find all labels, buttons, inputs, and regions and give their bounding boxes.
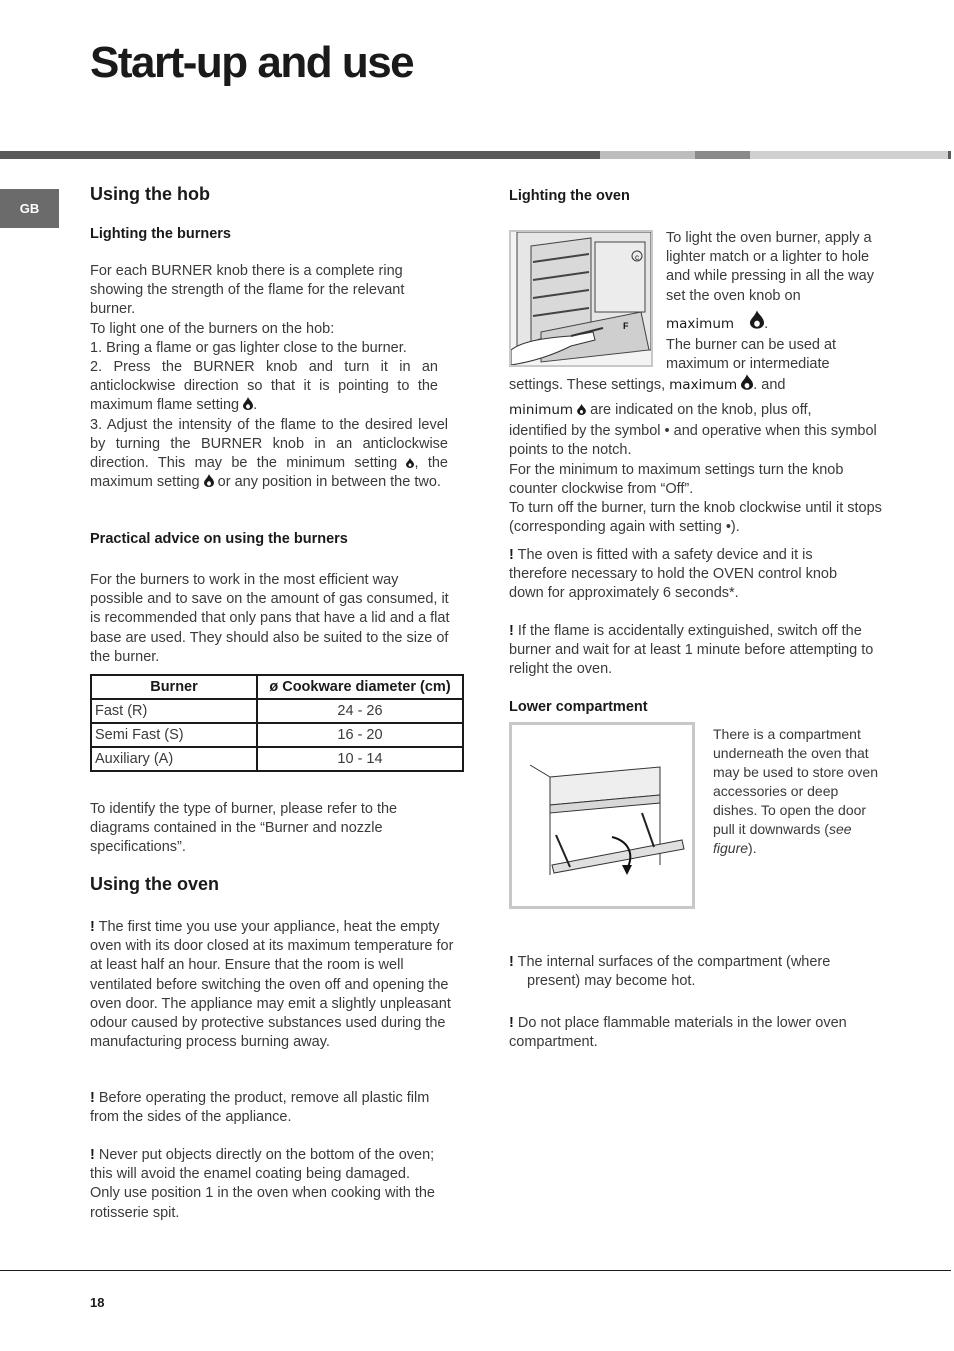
maximum-line: maximum .: [666, 310, 886, 334]
hob-step-3-a: 3. Adjust the intensity of the flame to the desired level by turning the BURNER knob in an anticlockwise direction. This may be the minimum setting: [90, 416, 448, 472]
warning-mark: !: [509, 954, 514, 970]
oven-heading: Using the oven: [90, 874, 220, 894]
lower-compartment-heading: Lower compartment: [509, 699, 648, 715]
max-flame-icon: [750, 310, 764, 329]
warning-mark: !: [509, 547, 514, 563]
oven-interior-illustration: [511, 232, 651, 365]
table-row: [91, 699, 463, 723]
max-flame-icon: [204, 474, 214, 487]
min-max-text: For the minimum to maximum settings turn the knob counter clockwise from “Off”.: [509, 462, 844, 498]
table-row: [91, 747, 463, 771]
lighting-burners-heading: Lighting the burners: [90, 226, 231, 242]
oven-warning-3-text: Never put objects directly on the bottom of the oven; this will avoid the enamel coating being damaged. Only use position 1 in the oven when cooking with the rotisserie spit.: [90, 1147, 435, 1221]
oven-lighting-figure: [509, 230, 653, 367]
hob-step-1: 1. Bring a flame or gas lighter close to the burner.: [90, 339, 407, 356]
identify-text: To identify the type of burner, please refer to the diagrams contained in the “Burner and nozzle specifications”.: [90, 801, 398, 856]
warning-mark: !: [90, 1147, 95, 1163]
lighting-oven-instructions: To light the oven burner, apply a lighter match or a lighter to hole and while pressing in all the way set the oven knob on: [666, 230, 874, 304]
oven-warning-3: [90, 1146, 442, 1223]
hob-step-3-c: or any position in between the two.: [217, 474, 441, 491]
figure-label-f: F: [623, 321, 629, 331]
advice-text: For the burners to work in the most efficient way possible and to save on the amount of gas consumed, it is recommended that only pans that have a lid and a flat base are used. They should also be suited to the size of the burner.: [90, 572, 450, 665]
page-number: 18: [90, 1295, 105, 1310]
safety-warning: [509, 546, 873, 604]
maximum-keyword: maximum: [666, 315, 735, 332]
max-flame-icon: [243, 397, 253, 410]
settings-text-b: . and: [753, 377, 786, 393]
hot-warning-text: The internal surfaces of the compartment (where present) may become hot.: [517, 954, 831, 990]
flame-warning: [509, 622, 881, 680]
minimum-keyword: minimum: [509, 402, 574, 418]
table-header-burner: Burner: [91, 675, 257, 699]
hob-step-3-b: , the maximum setting: [90, 455, 448, 491]
oven-warning-2: [90, 1089, 450, 1127]
flame-warning-text: If the flame is accidentally extinguished, switch off the burner and wait for at least 1 minute before attempting to relight the oven.: [509, 623, 874, 678]
settings-text-a: settings. These settings,: [509, 377, 666, 393]
settings-line-3: identified by the symbol • and operative when this symbol points to the notch.: [509, 423, 877, 459]
settings-text-c: are indicated on the knob, plus off,: [590, 402, 812, 418]
settings-line-2: [509, 401, 879, 420]
oven-warning-1: [90, 918, 458, 1052]
warning-mark: !: [509, 623, 514, 639]
hob-step-3: [90, 416, 448, 493]
hot-warning: [509, 953, 873, 991]
table-cell-diameter: 16 - 20: [257, 723, 463, 747]
header-bar-end: [948, 151, 951, 159]
advice-heading: Practical advice on using the burners: [90, 531, 348, 547]
compartment-illustration: [512, 725, 692, 906]
settings-line-1: [509, 374, 821, 395]
figure-label-c: c: [635, 253, 639, 262]
lighting-oven-side-text: [666, 229, 886, 374]
min-flame-icon: [577, 404, 586, 415]
max-flame-icon: [741, 374, 753, 390]
flammable-warning: [509, 1014, 881, 1052]
table-cell-diameter: 24 - 26: [257, 699, 463, 723]
table-cell-burner: Fast (R): [91, 699, 257, 723]
warning-mark: !: [509, 1015, 514, 1031]
warning-mark: !: [90, 1090, 95, 1106]
lighting-burners-text: [90, 262, 450, 492]
hob-step-2-text: 2. Press the BURNER knob and turn it in an anticlockwise direction so that it is pointing to the maximum flame setting: [90, 359, 438, 414]
flammable-warning-text: Do not place flammable materials in the lower oven compartment.: [509, 1015, 847, 1051]
lower-compartment-text: [713, 725, 885, 858]
table-row: [91, 723, 463, 747]
turn-off-text: To turn off the burner, turn the knob clockwise until it stops (corresponding again with setting •).: [509, 500, 882, 536]
lower-text-b: ).: [748, 840, 757, 856]
header-bar-pale: [750, 151, 948, 159]
header-bar-mid: [695, 151, 750, 159]
table-cell-burner: Semi Fast (S): [91, 723, 257, 747]
lighting-oven-heading: Lighting the oven: [509, 188, 630, 204]
table-cell-burner: Auxiliary (A): [91, 747, 257, 771]
safety-warning-text: The oven is fitted with a safety device and it is therefore necessary to hold the OVEN control knob down for approximately 6 seconds*.: [509, 547, 838, 602]
hob-intro-2: To light one of the burners on the hob:: [90, 320, 335, 337]
table-header-diameter: ø Cookware diameter (cm): [257, 675, 463, 699]
maximum-keyword: maximum: [669, 377, 738, 393]
table-header-row: [91, 675, 463, 699]
oven-warning-1-text: The first time you use your appliance, heat the empty oven with its door closed at its maximum temperature for at least half an hour. Ensure that the room is well ventilated before switching the oven off and opening the oven door. The appliance may emit a slightly unpleasant odour caused by protective substances used during the manufacturing process burning away.: [90, 919, 454, 1051]
footer-rule: [0, 1270, 951, 1271]
lighting-oven-side-text-2: The burner can be used at maximum or intermediate: [666, 337, 837, 373]
oven-warning-2-text: Before operating the product, remove all plastic film from the sides of the appliance.: [90, 1090, 430, 1126]
table-cell-diameter: 10 - 14: [257, 747, 463, 771]
header-bar-light: [600, 151, 695, 159]
warning-mark: !: [90, 919, 95, 935]
language-tab: GB: [0, 189, 59, 228]
burner-table: [90, 674, 464, 772]
page-title: Start-up and use: [90, 38, 414, 87]
hob-heading: Using the hob: [90, 184, 210, 204]
header-bar-dark: [0, 151, 600, 159]
hob-step-2: 2. Press the BURNER knob and turn it in an anticlockwise direction so that it is pointing to the maximum flame setting .: [90, 359, 438, 414]
compartment-figure: [509, 722, 695, 909]
hob-intro: For each BURNER knob there is a complete ring showing the strength of the flame for the relevant burner.: [90, 263, 405, 318]
see-figure-reference: see figure: [713, 821, 852, 856]
lower-text-a: There is a compartment underneath the oven that may be used to store oven accessories or deep dishes. To open the door pull it downwards (: [713, 726, 878, 837]
